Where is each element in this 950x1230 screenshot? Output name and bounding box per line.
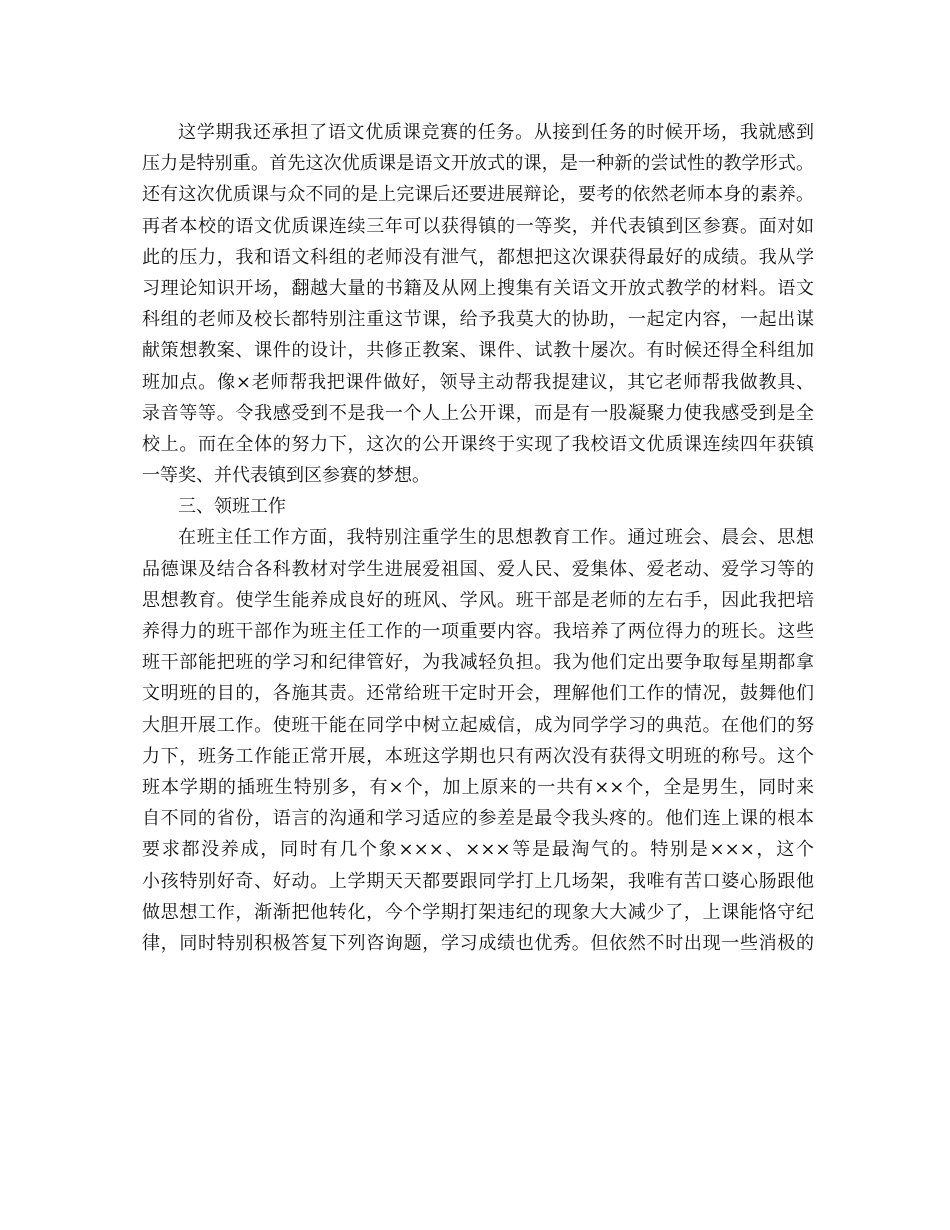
text-line: 律，同时特别积极答复下列咨询题，学习成绩也优秀。但依然不时出现一些消极的 (142, 932, 814, 954)
text-line: 大胆开展工作。使班干能在同学中树立起威信，成为同学学习的典范。在他们的努 (142, 714, 814, 736)
text-line: 班干部能把班的学习和纪律管好，为我减轻负担。我为他们定出要争取每星期都拿 (142, 652, 814, 674)
text-line: 要求都没养成，同时有几个象×××、×××等是最淘气的。特别是×××，这个 (142, 839, 814, 861)
text-line: 小孩特别好奇、好动。上学期天天都要跟同学打上几场架，我唯有苦口婆心肠跟他 (142, 870, 814, 892)
text-line: 献策想教案、课件的设计，共修正教案、课件、试教十屡次。有时候还得全科组加 (142, 340, 814, 362)
text-line: 在班主任工作方面，我特别注重学生的思想教育工作。通过班会、晨会、思想 (178, 527, 814, 549)
text-line: 一等奖、并代表镇到区参赛的梦想。 (142, 465, 430, 487)
text-line: 做思想工作，渐渐把他转化，今个学期打架违纪的现象大大减少了，上课能恪守纪 (142, 901, 814, 923)
text-line: 校上。而在全体的努力下，这次的公开课终于实现了我校语文优质课连续四年获镇 (142, 433, 814, 455)
text-line: 科组的老师及校长都特别注重这节课，给予我莫大的协助，一起定内容，一起出谋 (142, 309, 814, 331)
text-line: 班本学期的插班生特别多，有×个，加上原来的一共有××个，全是男生，同时来 (142, 776, 814, 798)
text-line: 品德课及结合各科教材对学生进展爱祖国、爱人民、爱集体、爱老动、爱学习等的 (142, 558, 814, 580)
text-line: 思想教育。使学生能养成良好的班风、学风。班干部是老师的左右手，因此我把培 (142, 589, 814, 611)
text-line: 这学期我还承担了语文优质课竞赛的任务。从接到任务的时候开场，我就感到 (178, 122, 814, 143)
text-line: 自不同的省份，语言的沟通和学习适应的参差是最令我头疼的。他们连上课的根本 (142, 808, 814, 830)
text-line: 习理论知识开场，翻越大量的书籍及从网上搜集有关语文开放式教学的材料。语文 (142, 277, 814, 299)
document-body (142, 117, 814, 959)
section-heading: 三、领班工作 (178, 496, 286, 518)
text-line: 录音等等。令我感受到不是我一个人上公开课，而是有一股凝聚力使我感受到是全 (142, 402, 814, 424)
text-line: 班加点。像×老师帮我把课件做好，领导主动帮我提建议，其它老师帮我做教具、 (142, 371, 814, 393)
text-line: 养得力的班干部作为班主任工作的一项重要内容。我培养了两位得力的班长。这些 (142, 621, 814, 642)
text-line: 再者本校的语文优质课连续三年可以获得镇的一等奖，并代表镇到区参赛。面对如 (142, 215, 814, 237)
text-line: 力下，班务工作能正常开展，本班这学期也只有两次没有获得文明班的称号。这个 (142, 745, 814, 767)
document-page (142, 117, 814, 959)
text-line: 此的压力，我和语文科组的老师没有泄气，都想把这次课获得最好的成绩。我从学 (142, 246, 814, 268)
text-line: 压力是特别重。首先这次优质课是语文开放式的课，是一种新的尝试性的教学形式。 (142, 153, 814, 175)
text-line: 文明班的目的，各施其责。还常给班干定时开会，理解他们工作的情况，鼓舞他们 (142, 683, 814, 705)
text-line: 还有这次优质课与众不同的是上完课后还要进展辩论，要考的依然老师本身的素养。 (142, 184, 814, 206)
